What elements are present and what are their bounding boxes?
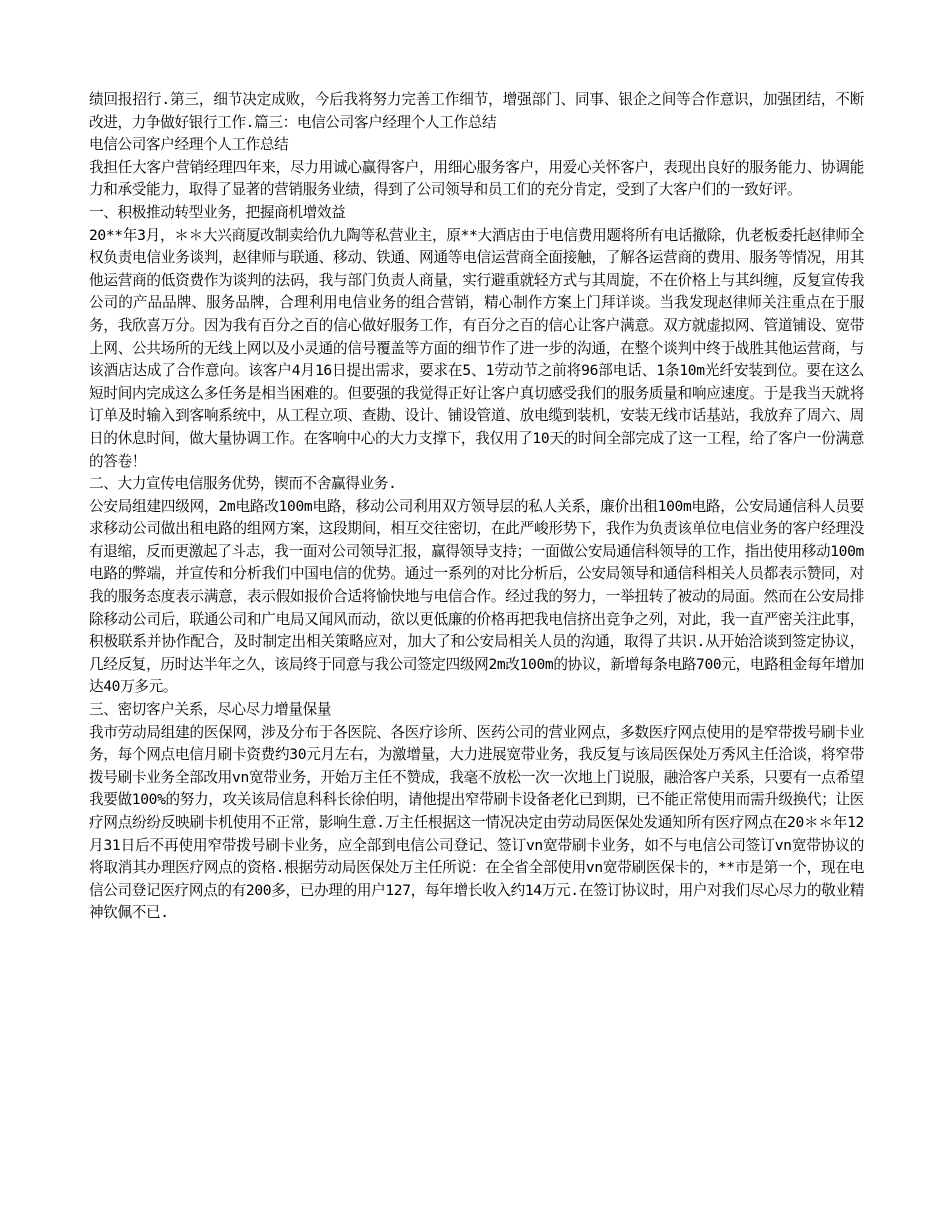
section-heading-1: 一、积极推动转型业务，把握商机增效益 bbox=[89, 203, 346, 221]
paragraph-intro-continuation: 绩回报招行.第三，细节决定成败，今后我将努力完善工作细节，增强部门、同事、银企之间等合作意识，加强团结，不断改进，力争做好银行工作.篇三：电信公司客户经理个人工作总结 bbox=[89, 91, 864, 131]
document-title: 电信公司客户经理个人工作总结 bbox=[89, 136, 289, 154]
paragraph-section-3: 我市劳动局组建的医保网，涉及分布于各医院、各医疗诊所、医药公司的营业网点，多数医疗网点使用的是窄带拨号刷卡业务，每个网点电信月刷卡资费约30元月左右，为激增量，大力进展宽带业务，我反复与该局医保处万秀风主任洽谈，将窄带拨号刷卡业务全部改用vn宽带业务，开始万主任不赞成，我毫不放松一次一次地上门说服，融洽客户关系，只要有一点希望我要做100%的努力，攻关该局信息科科长徐伯明，请他提出窄带刷卡设备老化已到期，已不能正常使用而需升级换代；让医疗网点纷纷反映刷卡机使用不正常，影响生意.万主任根据这一情况决定由劳动局医保处发通知所有医疗网点在20＊＊年12月31日后不再使用窄带拨号刷卡业务，应全部到电信公司登记、签订vn宽带刷卡业务，如不与电信公司签订vn宽带协议的将取消其办理医疗网点的资格.根据劳动局医保处万主任所说：在全省全部使用vn宽带刷医保卡的，**市是第一个，现在电信公司登记医疗网点的有200多，已办理的用户127，每年增长收入约14万元.在签订协议时，用户对我们尽心尽力的敬业精神钦佩不已. bbox=[89, 723, 864, 922]
paragraph-section-2: 公安局组建四级网，2m电路改100m电路，移动公司利用双方领导层的私人关系，廉价出租100m电路，公安局通信科人员要求移动公司做出租电路的组网方案，这段期间，相互交往密切，在此严峻形势下，我作为负责该单位电信业务的客户经理没有退缩，反而更激起了斗志，我一面对公司领导汇报，赢得领导支持；一面做公安局通信科领导的工作，指出使用移动100m电路的弊端，并宣传和分析我们中国电信的优势。通过一系列的对比分析后，公安局领导和通信科相关人员都表示赞同，对我的服务态度表示满意，表示假如报价合适将愉快地与电信合作。经过我的努力，一举扭转了被动的局面。然而在公安局排除移动公司后，联通公司和广电局又闻风而动，欲以更低廉的价格再把我电信挤出竞争之列，对此，我一直严密关注此事，积极联系并协作配合，及时制定出相关策略应对，加大了和公安局相关人员的沟通，取得了共识.从开始洽谈到签定协议，几经反复，历时达半年之久，该局终于同意与我公司签定四级网2m改100m的协议，新增每条电路700元，电路租金每年增加达40万多元。 bbox=[89, 497, 864, 696]
paragraph-summary: 我担任大客户营销经理四年来，尽力用诚心赢得客户，用细心服务客户，用爱心关怀客户，表现出良好的服务能力、协调能力和承受能力，取得了显著的营销服务业绩，得到了公司领导和员工们的充分肯定，受到了大客户们的一致好评。 bbox=[89, 158, 864, 199]
section-heading-2: 二、大力宣传电信服务优势，锲而不舍赢得业务. bbox=[89, 475, 397, 493]
section-heading-3: 三、密切客户关系，尽心尽力增量保量 bbox=[89, 701, 332, 719]
document-page bbox=[89, 89, 864, 925]
paragraph-section-1: 20**年3月，＊＊大兴商厦改制卖给仇九陶等私营业主，原**大酒店由于电信费用题将所有电话撤除，仇老板委托赵律师全权负责电信业务谈判，赵律师与联通、移动、铁通、网通等电信运营商全面接触，了解各运营商的费用、服务等情况，用其他运营商的低资费作为谈判的法码，我与部门负责人商量，实行避重就轻方式与其周旋，不在价格上与其纠缠，反复宣传我公司的产品品牌、服务品牌，合理利用电信业务的组合营销，精心制作方案上门拜详谈。当我发现赵律师关注重点在于服务，我欣喜万分。因为我有百分之百的信心做好服务工作，有百分之百的信心让客户满意。双方就虚拟网、管道铺设、宽带上网、公共场所的无线上网以及小灵通的信号覆盖等方面的细节作了进一步的沟通，在整个谈判中终于战胜其他运营商，与该酒店达成了合作意向。该客户4月16日提出需求，要求在5、1劳动节之前将96部电话、1条10m光纤安装到位。要在这么短时间内完成这么多任务是相当困难的。但要强的我觉得正好让客户真切感受我们的服务质量和响应速度。于是我当天就将订单及时输入到客响系统中，从工程立项、查勘、设计、铺设管道、放电缆到装机，安装无线市话基站，我放弃了周六、周日的休息时间，做大量协调工作。在客响中心的大力支撑下，我仅用了10天的时间全部完成了这一工程，给了客户一份满意的答卷！ bbox=[89, 226, 864, 470]
